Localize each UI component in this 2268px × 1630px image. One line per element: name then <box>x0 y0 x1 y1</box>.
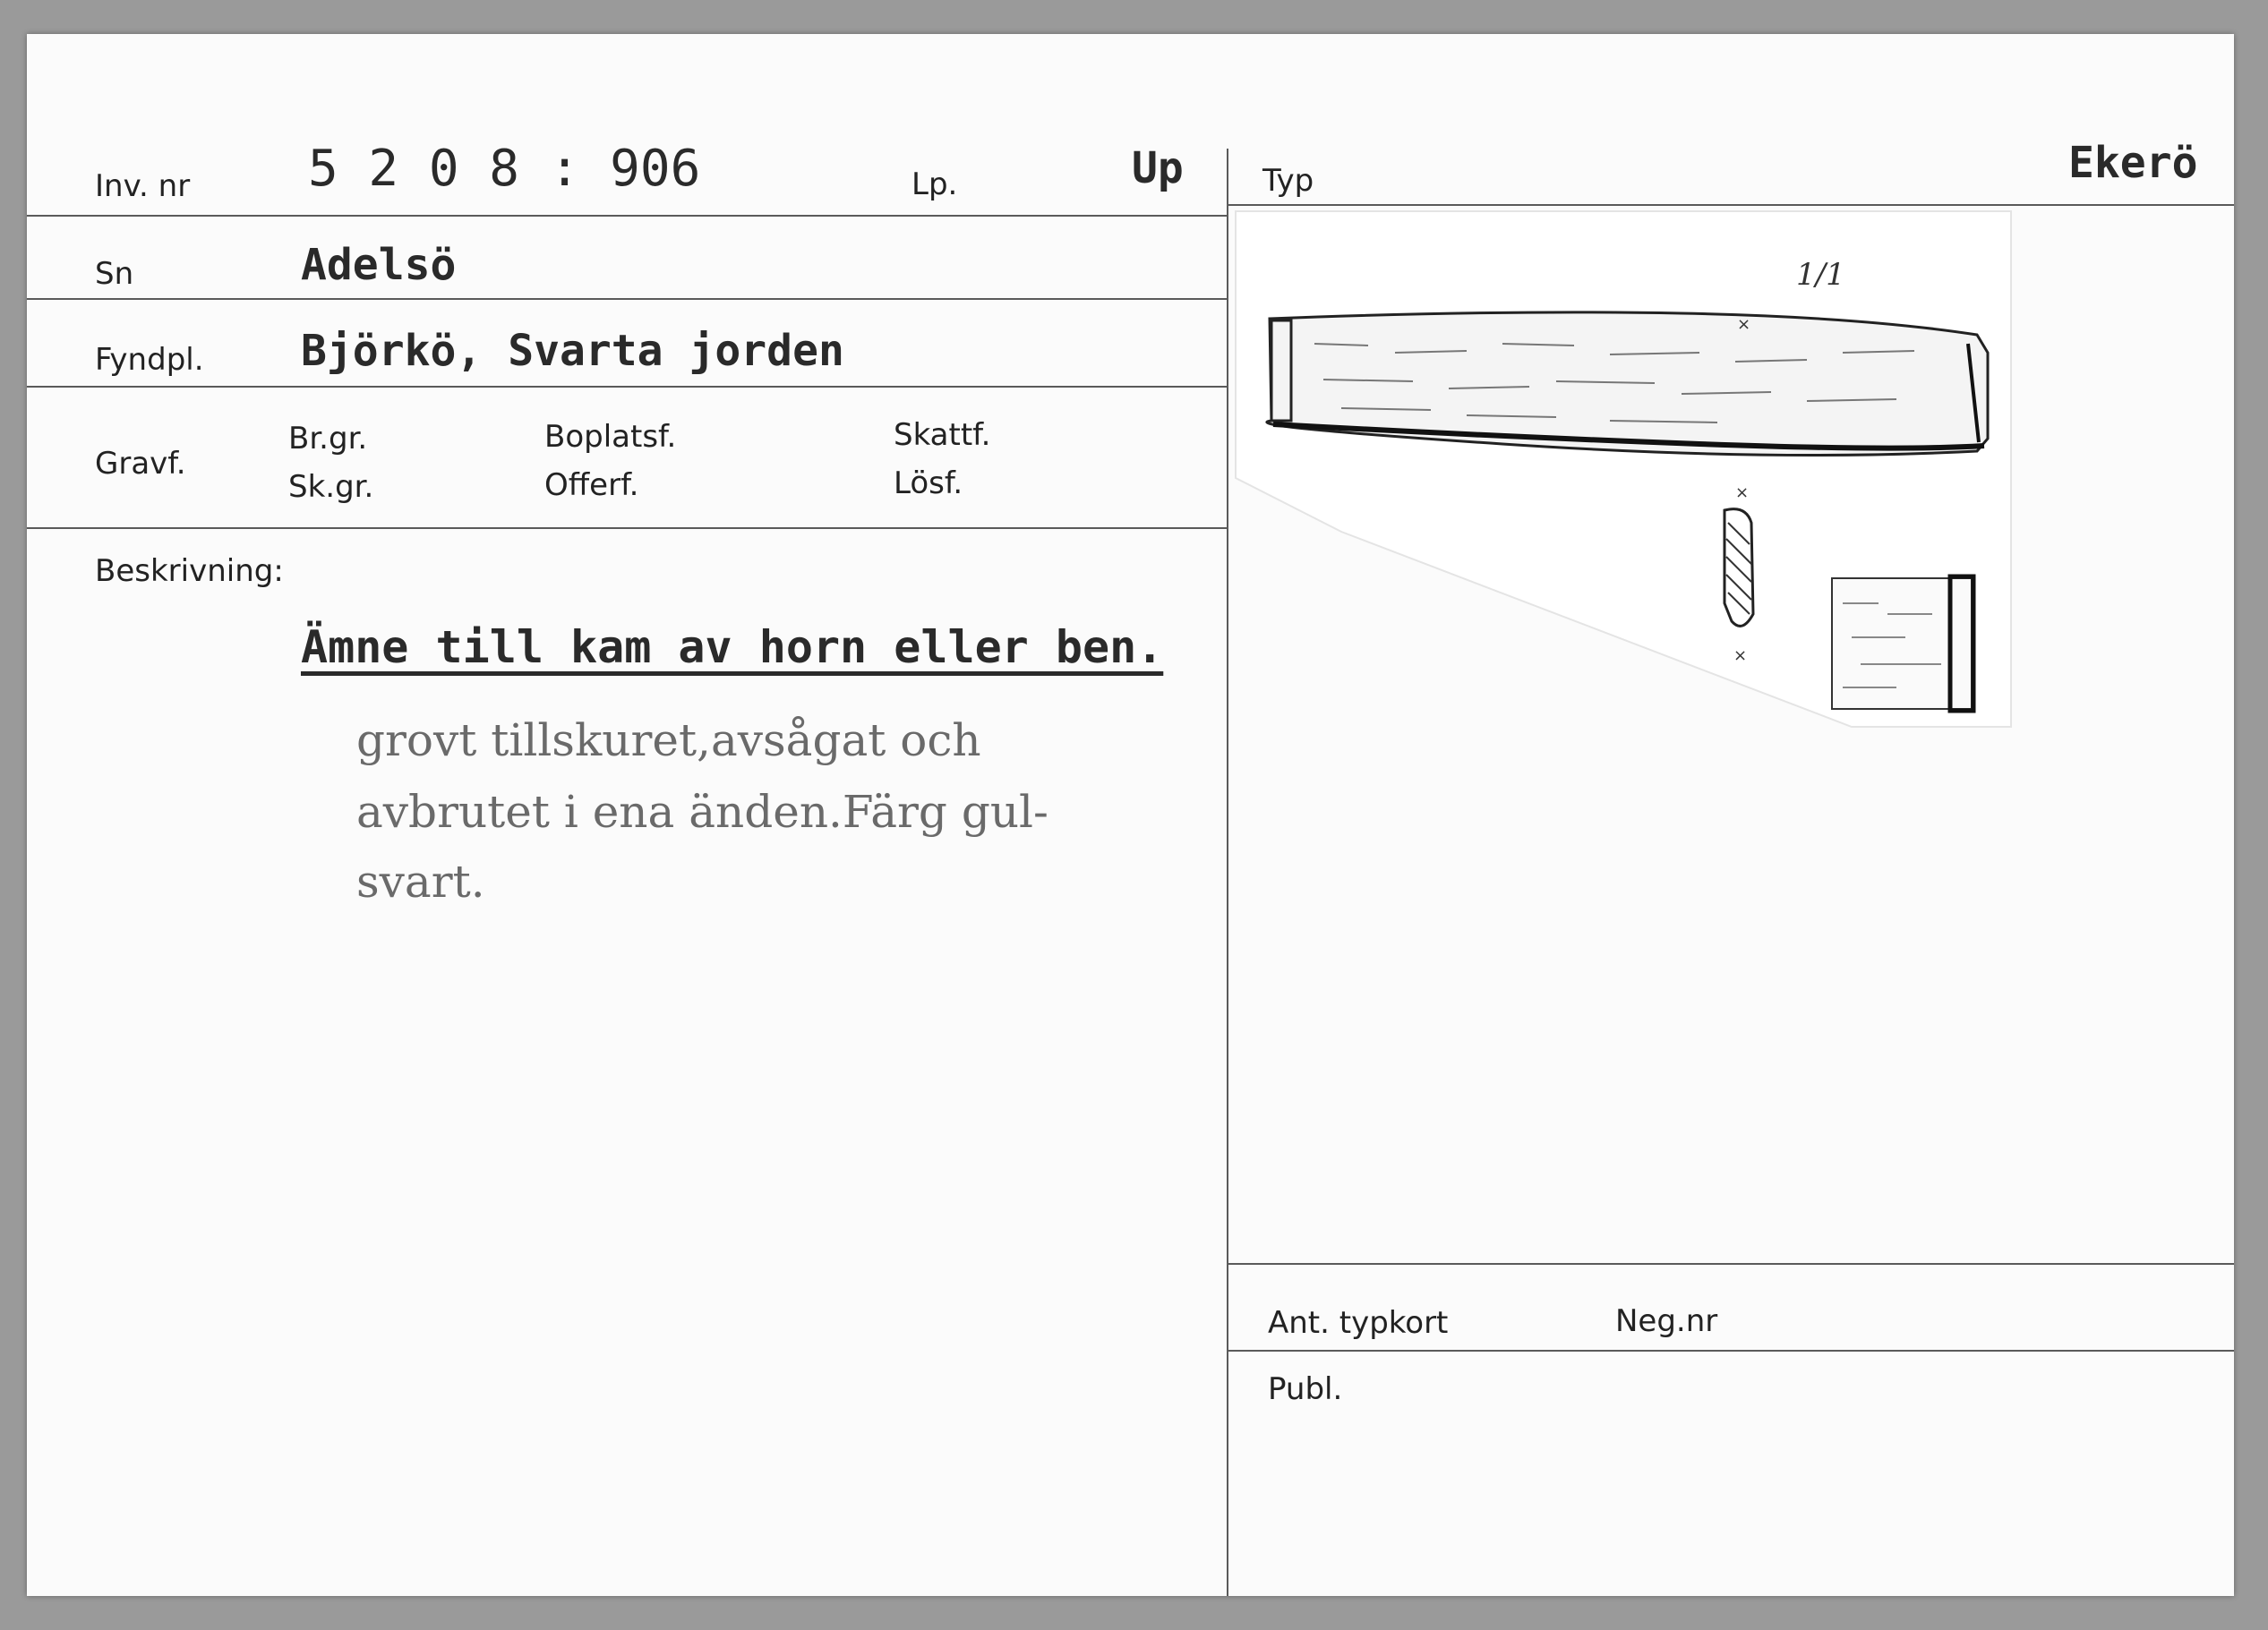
svg-text:×: × <box>1733 646 1748 665</box>
gravf-label: Gravf. <box>95 446 186 482</box>
row-divider-sn <box>27 298 1227 300</box>
beskrivning-line-3: svart. <box>356 856 485 908</box>
landskap-value: Up <box>1132 143 1184 193</box>
beskrivning-line-2: avbrutet i ena änden.Färg gul- <box>356 786 1048 838</box>
inv-nr-value: 5 2 0 8 : 906 <box>308 140 701 198</box>
fyndpl-value: Björkö, Svarta jorden <box>301 326 844 376</box>
losf-label: Lösf. <box>894 465 963 501</box>
beskrivning-label: Beskrivning: <box>95 553 284 589</box>
typ-label: Typ <box>1262 163 1314 199</box>
typ-divider <box>1228 204 2234 206</box>
fyndpl-label: Fyndpl. <box>95 342 204 378</box>
object-drawing <box>1234 209 2013 729</box>
typkort-divider-top <box>1228 1263 2234 1265</box>
inv-nr-label: Inv. nr <box>95 168 191 204</box>
column-divider <box>1227 149 1228 1596</box>
sn-label: Sn <box>95 256 134 292</box>
row-divider-gravf <box>27 527 1227 529</box>
catalog-card <box>27 34 2234 1596</box>
svg-text:×: × <box>1735 483 1750 502</box>
offerf-label: Offerf. <box>544 467 639 503</box>
beskrivning-line-1: grovt tillskuret,avsågat och <box>356 714 981 766</box>
row-divider-fyndpl <box>27 386 1227 388</box>
boplatsf-label: Boplatsf. <box>544 419 677 455</box>
svg-text:×: × <box>1737 315 1751 334</box>
row-divider-inv <box>27 215 1227 217</box>
beskrivning-title: Ämne till kam av horn eller ben. <box>301 621 1164 673</box>
lp-label: Lp. <box>911 166 958 202</box>
typkort-divider-bottom <box>1228 1350 2234 1352</box>
br-gr-label: Br.gr. <box>288 421 368 457</box>
sk-gr-label: Sk.gr. <box>288 469 374 505</box>
publ-label: Publ. <box>1268 1371 1343 1407</box>
skattf-label: Skattf. <box>894 417 991 453</box>
ant-typkort-label: Ant. typkort <box>1268 1305 1449 1341</box>
neg-nr-label: Neg.nr <box>1615 1303 1718 1339</box>
sn-value: Adelsö <box>301 240 457 290</box>
scale-mark: 1/1 <box>1796 257 1845 293</box>
harad-value: Ekerö <box>2068 138 2198 188</box>
